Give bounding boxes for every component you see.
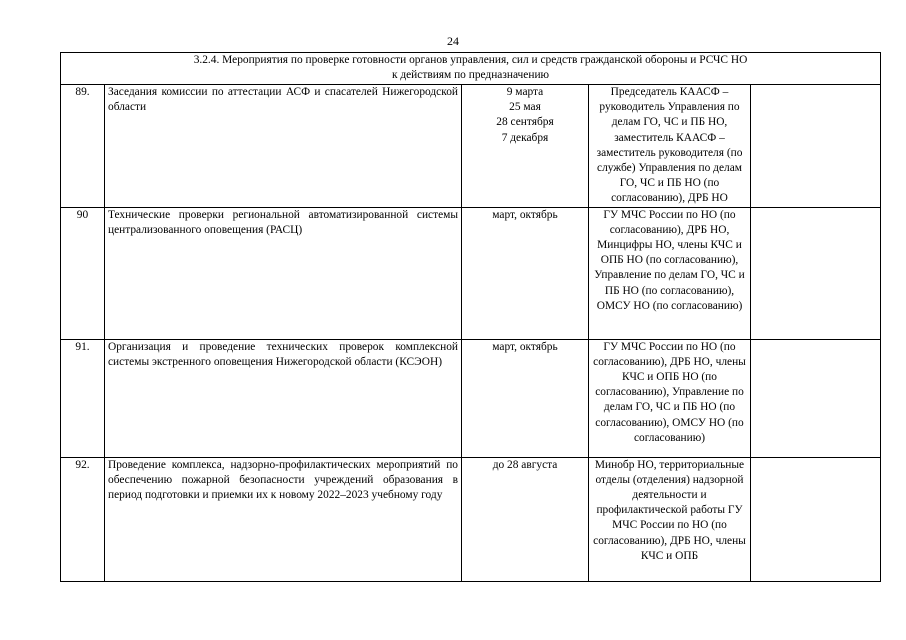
events-table [60,52,881,582]
notes-cell [751,207,881,339]
event-executors: ГУ МЧС России по НО (по согласованию), ДРБ НО, Минцифры НО, члены КЧС и ОПБ НО (по согласованию), Управление по делам ГО, ЧС и ПБ НО (по согласованию), ОМСУ НО (по согласованию) [589,207,751,339]
row-number: 91. [61,339,105,457]
section-heading-row [61,53,881,85]
event-title: Организация и проведение технических проверок комплексной системы экстренного оповещения Нижегородской области (КСЭОН) [105,339,462,457]
event-executors: Минобр НО, территориальные отделы (отделения) надзорной деятельности и профилактической работы ГУ МЧС России по НО (по согласованию), ДРБ НО, члены КЧС и ОПБ [589,457,751,581]
event-term [462,339,589,457]
notes-cell [751,339,881,457]
event-executors: Председатель КААСФ – руководитель Управления по делам ГО, ЧС и ПБ НО, заместитель КААСФ – заместитель руководителя (по службе) Управления по делам ГО, ЧС и ПБ НО (по согласованию), ДРБ НО [589,85,751,208]
term-line: 28 сентября [496,116,554,129]
notes-cell [751,457,881,581]
term-line: 25 мая [509,101,541,114]
event-term [462,85,589,208]
event-title: Проведение комплекса, надзорно-профилактических мероприятий по обеспечению пожарной безопасности учреждений образования в период подготовки и приемки их к новому 2022–2023 учебному году [105,457,462,581]
table-row [61,339,881,457]
row-number: 92. [61,457,105,581]
table-row [61,457,881,581]
row-number: 89. [61,85,105,208]
section-heading [61,53,881,85]
event-title: Заседания комиссии по аттестации АСФ и спасателей Нижегородской области [105,85,462,208]
table-row [61,207,881,339]
table-row [61,85,881,208]
event-executors: ГУ МЧС России по НО (по согласованию), ДРБ НО, члены КЧС и ОПБ НО (по согласованию), Управление по делам ГО, ЧС и ПБ НО (по согласованию), ОМСУ НО (по согласованию) [589,339,751,457]
term-line: до 28 августа [492,458,558,471]
event-term [462,207,589,339]
page-number: 24 [447,34,459,48]
term-line: 7 декабря [501,131,549,144]
section-heading-line-2: к действиям по предназначению [391,69,550,82]
section-heading-line-1: 3.2.4. Мероприятия по проверке готовности органов управления, сил и средств гражданской обороны и РСЧС НО [193,54,748,66]
notes-cell [751,85,881,208]
event-title: Технические проверки региональной автоматизированной системы централизованного оповещения (РАСЦ) [105,207,462,339]
term-line: март, октябрь [492,340,558,353]
row-number: 90 [61,207,105,339]
event-term [462,457,589,581]
term-line: март, октябрь [492,208,558,221]
term-line: 9 марта [506,86,544,98]
